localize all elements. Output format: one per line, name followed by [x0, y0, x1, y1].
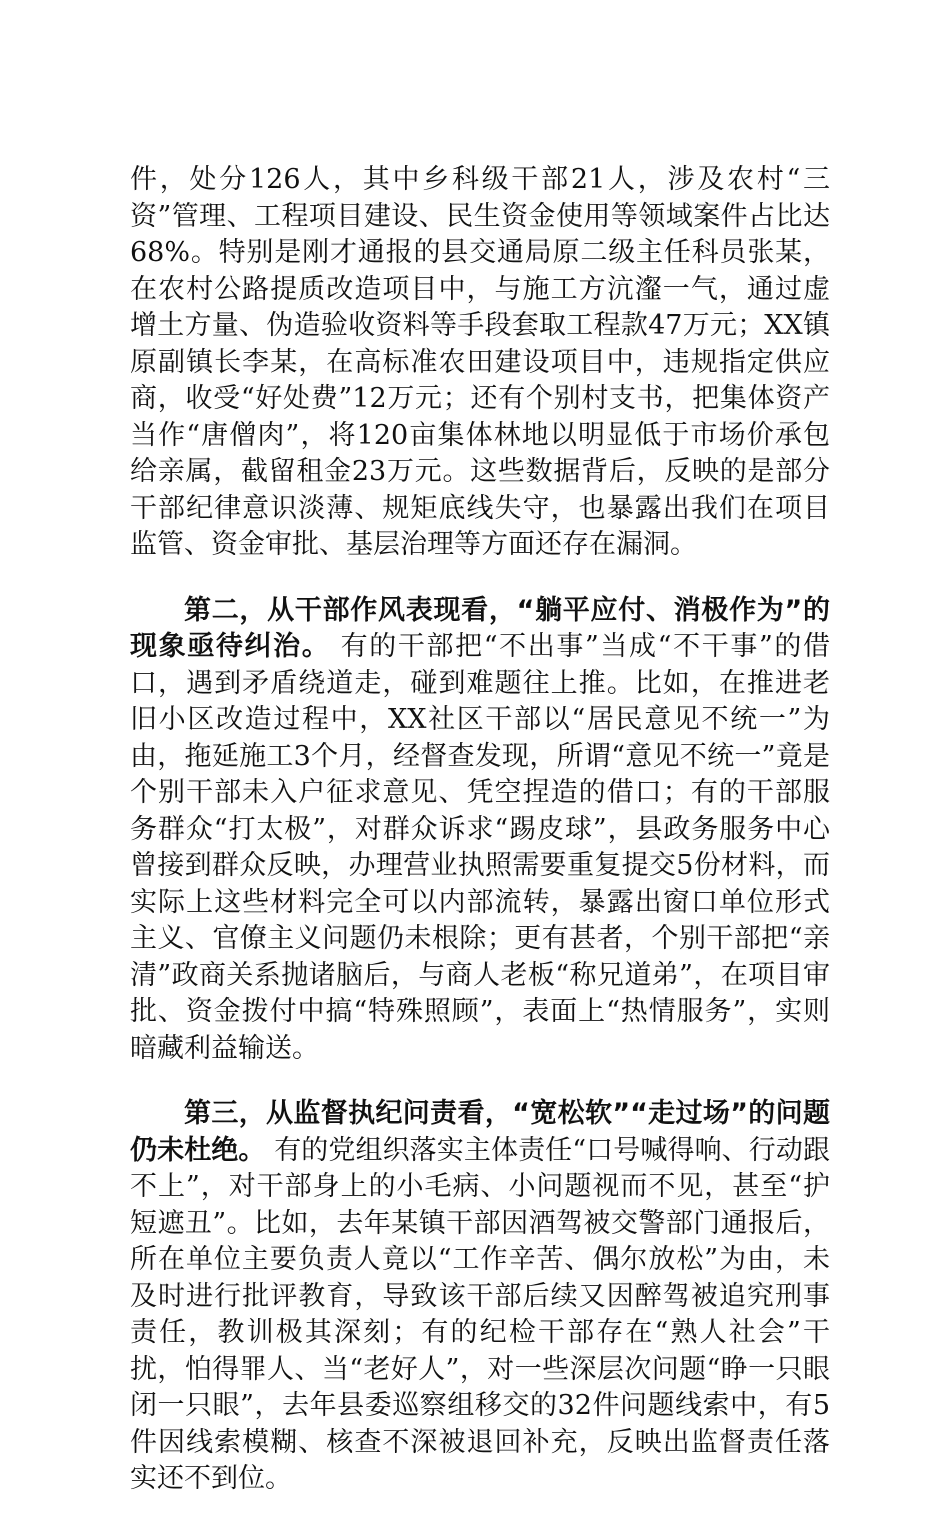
paragraph-third-point: [130, 1096, 830, 1498]
paragraph-heading: 第二，从干部作风表现看，“躺平应付、消极作为”的现象亟待纠治。: [130, 594, 830, 662]
document-body: [130, 162, 830, 1527]
paragraph-text: 有的党组织落实主体责任“口号喊得响、行动跟不上”，对干部身上的小毛病、小问题视而不见，甚至“护短遮丑”。比如，去年某镇干部因酒驾被交警部门通报后，所在单位主要负责人竟以“工作辛苦、偶尔放松”为由，未及时进行批评教育，导致该干部后续又因醉驾被追究刑事责任，教训极其深刻；有的纪检干部存在“熟人社会”干扰，怕得罪人、当“老好人”，对一些深层次问题“睁一只眼闭一只眼”，去年县委巡察组移交的32件问题线索中，有5件因线索模糊、核查不深被退回补充，反映出监督责任落实还不到位。: [130, 1134, 830, 1494]
paragraph-second-point: [130, 593, 830, 1068]
paragraph-text: 件，处分126人，其中乡科级干部21人，涉及农村“三资”管理、工程项目建设、民生资金使用等领域案件占比达68%。特别是刚才通报的县交通局原二级主任科员张某，在农村公路提质改造项目中，与施工方沆瀣一气，通过虚增土方量、伪造验收资料等手段套取工程款47万元；XX镇原副镇长李某，在高标准农田建设项目中，违规指定供应商，收受“好处费”12万元；还有个别村支书，把集体资产当作“唐僧肉”，将120亩集体林地以明显低于市场价承包给亲属，截留租金23万元。这些数据背后，反映的是部分干部纪律意识淡薄、规矩底线失守，也暴露出我们在项目监管、资金审批、基层治理等方面还存在漏洞。: [130, 164, 830, 560]
paragraph-continuation: [130, 162, 830, 564]
paragraph-text: 有的干部把“不出事”当成“不干事”的借口，遇到矛盾绕道走，碰到难题往上推。比如，在推进老旧小区改造过程中，XX社区干部以“居民意见不统一”为由，拖延施工3个月，经督查发现，所谓“意见不统一”竟是个别干部未入户征求意见、凭空捏造的借口；有的干部服务群众“打太极”，对群众诉求“踢皮球”，县政务服务中心曾接到群众反映，办理营业执照需要重复提交5份材料，而实际上这些材料完全可以内部流转，暴露出窗口单位形式主义、官僚主义问题仍未根除；更有甚者，个别干部把“亲清”政商关系抛诸脑后，与商人老板“称兄道弟”，在项目审批、资金拨付中搞“特殊照顾”，表面上“热情服务”，实则暗藏利益输送。: [130, 631, 830, 1064]
paragraph-heading: 第三，从监督执纪问责看，“宽松软”“走过场”的问题仍未杜绝。: [130, 1098, 830, 1166]
